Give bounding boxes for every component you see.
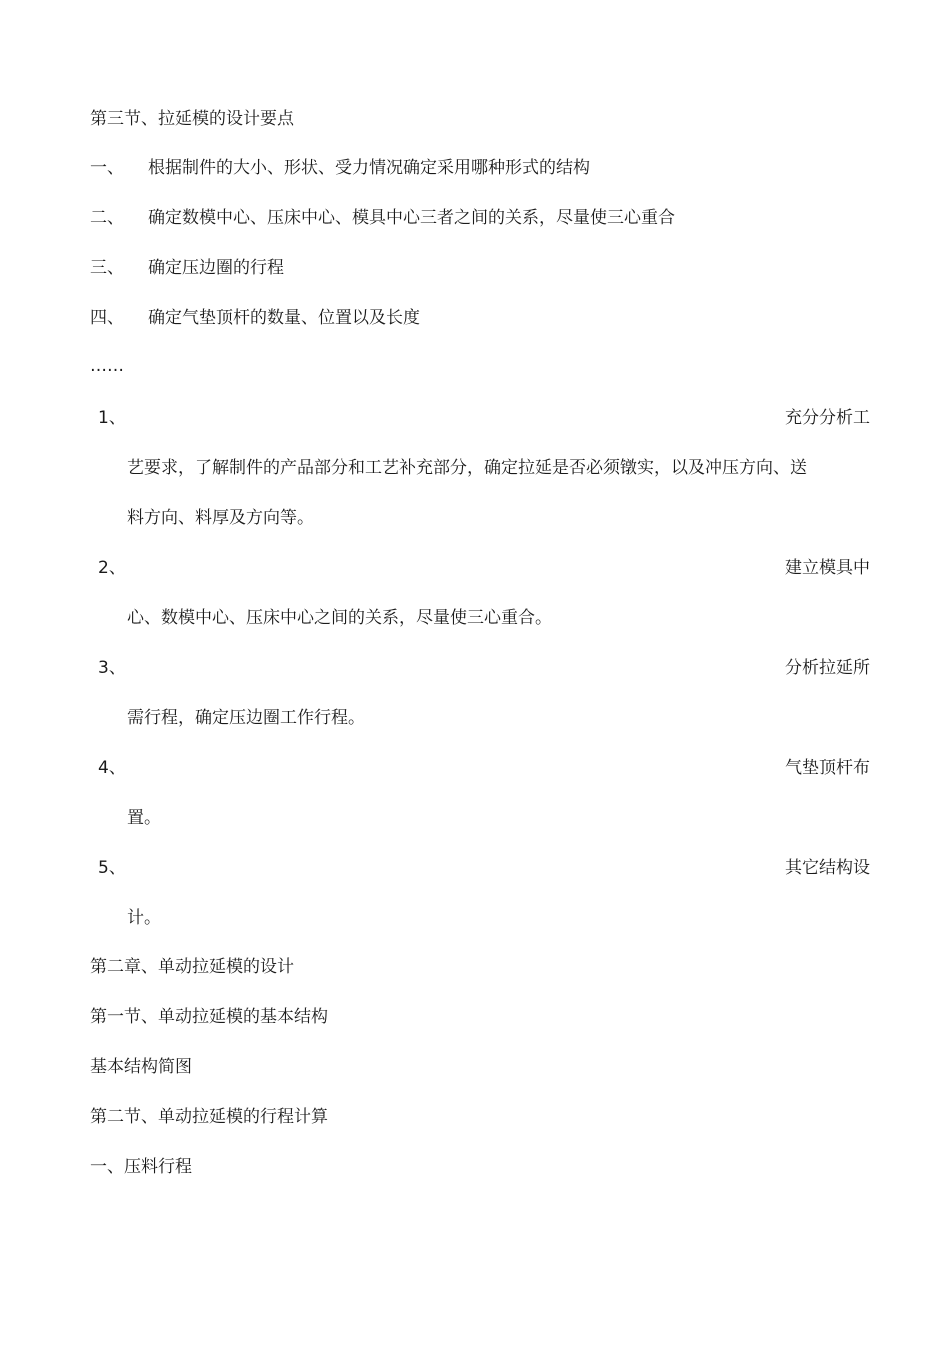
step-continuation: 计。	[127, 908, 161, 928]
step-continuation: 料方向、料厚及方向等。	[127, 508, 314, 528]
step-head-text: 充分分析工	[785, 408, 870, 428]
step-head-text: 分析拉延所	[785, 658, 870, 678]
section-title: 第三节、拉延模的设计要点	[90, 109, 294, 129]
step-continuation: 艺要求，了解制件的产品部分和工艺补充部分，确定拉延是否必须镦实，以及冲压方向、送	[127, 458, 807, 478]
section-heading: 第一节、单动拉延模的基本结构	[90, 1007, 328, 1027]
list-marker: 一、	[90, 158, 124, 178]
list-item-text: 根据制件的大小、形状、受力情况确定采用哪种形式的结构	[148, 158, 590, 178]
subsection-heading: 一、压料行程	[90, 1157, 192, 1177]
list-item-text: 确定气垫顶杆的数量、位置以及长度	[148, 308, 420, 328]
list-marker: 三、	[90, 258, 124, 278]
ellipsis: ……	[90, 356, 124, 376]
diagram-caption: 基本结构简图	[90, 1057, 192, 1077]
step-number: 3、	[98, 658, 126, 678]
step-head-text: 建立模具中	[785, 558, 870, 578]
section-heading: 第二节、单动拉延模的行程计算	[90, 1107, 328, 1127]
step-number: 2、	[98, 558, 126, 578]
list-item-text: 确定压边圈的行程	[148, 258, 284, 278]
step-continuation: 需行程，确定压边圈工作行程。	[127, 708, 365, 728]
step-continuation: 置。	[127, 808, 161, 828]
step-number: 1、	[98, 408, 126, 428]
step-number: 4、	[98, 758, 126, 778]
step-head-text: 气垫顶杆布	[785, 758, 870, 778]
step-head-text: 其它结构设	[785, 858, 870, 878]
list-item-text: 确定数模中心、压床中心、模具中心三者之间的关系，尽量使三心重合	[148, 208, 675, 228]
chapter-title: 第二章、单动拉延模的设计	[90, 957, 294, 977]
list-marker: 四、	[90, 308, 124, 328]
step-continuation: 心、数模中心、压床中心之间的关系，尽量使三心重合。	[127, 608, 552, 628]
step-number: 5、	[98, 858, 126, 878]
list-marker: 二、	[90, 208, 124, 228]
